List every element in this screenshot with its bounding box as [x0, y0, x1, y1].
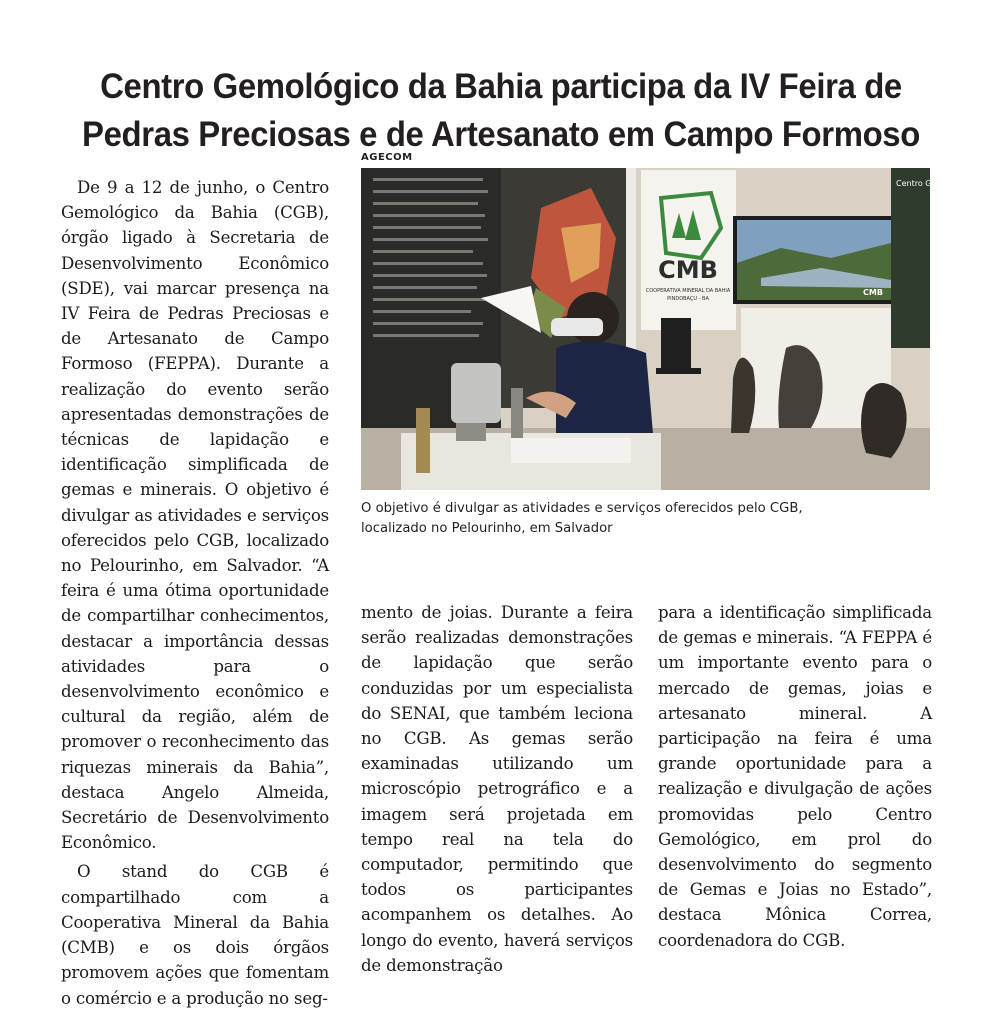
- cmb-logo-place: PINDOBAÇU - BA: [667, 296, 709, 302]
- cmb-logo-subtitle: COOPERATIVA MINERAL DA BAHIA: [645, 288, 731, 294]
- tv-logo-text: CMB: [863, 288, 883, 297]
- cmb-logo-text: CMB: [658, 256, 718, 284]
- photo-credit: AGECOM: [361, 152, 413, 163]
- photo-caption-line-1: O objetivo é divulgar as atividades e serviços oferecidos pelo CGB,: [361, 501, 803, 516]
- cgb-banner-title: Centro Gemológico: [896, 179, 973, 188]
- photo-caption-line-2: localizado no Pelourinho, em Salvador: [361, 521, 613, 536]
- photo-caption: [361, 499, 936, 539]
- article-column-1: [61, 175, 329, 1011]
- paragraph-2: O stand do CGB é compartilhado com a Cooperativa Mineral da Bahia (CMB) e os dois órgãos promovem ações que fomentam o comércio e a produção no seg-: [61, 862, 329, 1008]
- article-column-2: [361, 600, 633, 978]
- headline: [68, 63, 935, 159]
- headline-line-1: Centro Gemológico da Bahia participa da IV Feira de: [100, 67, 902, 107]
- article-column-3: [658, 600, 932, 953]
- article-photo: [361, 168, 973, 490]
- headline-line-2: Pedras Preciosas e de Artesanato em Campo Formoso: [82, 115, 920, 155]
- exhibition-stand-illustration: [361, 168, 973, 490]
- paragraph-3: mento de joias. Durante a feira serão realizadas demonstrações de lapidação que serão conduzidas por um especialista do SENAI, que também leciona no CGB. As gemas serão examinadas utilizando um microscópio petrográfico e a imagem será projetada em tempo real na tela do computador, permitindo que todos os participantes acompanhem os detalhes. Ao longo do evento, haverá serviços de demonstração: [361, 603, 633, 975]
- paragraph-4: para a identificação simplificada de gemas e minerais. “A FEPPA é um importante evento para o mercado de gemas, joias e artesanato mineral. A participação na feira é uma grande oportunidade para a realização e divulgação de ações promovidas pelo Centro Gemológico, em prol do desenvolvimento do segmento de Gemas e Joias no Estado”, destaca Mônica Correa, coordenadora do CGB.: [658, 603, 932, 950]
- paragraph-1: De 9 a 12 de junho, o Centro Gemológico da Bahia (CGB), órgão ligado à Secretaria de Desenvolvimento Econômico (SDE), vai marcar presença na IV Feira de Pedras Preciosas e de Artesanato de Campo Formoso (FEPPA). Durante a realização do evento serão apresentadas demonstrações de técnicas de lapidação e identificação simplificada de gemas e minerais. O objetivo é divulgar as atividades e serviços oferecidos pelo CGB, localizado no Pelourinho, em Salvador. “A feira é uma ótima oportunidade de compartilhar conhecimentos, destacar a importância dessas atividades para o desenvolvimento econômico e cultural da região, além de promover o reconhecimento das riquezas minerais da Bahia”, destaca Angelo Almeida, Secretário de Desenvolvimento Econômico.: [61, 178, 329, 853]
